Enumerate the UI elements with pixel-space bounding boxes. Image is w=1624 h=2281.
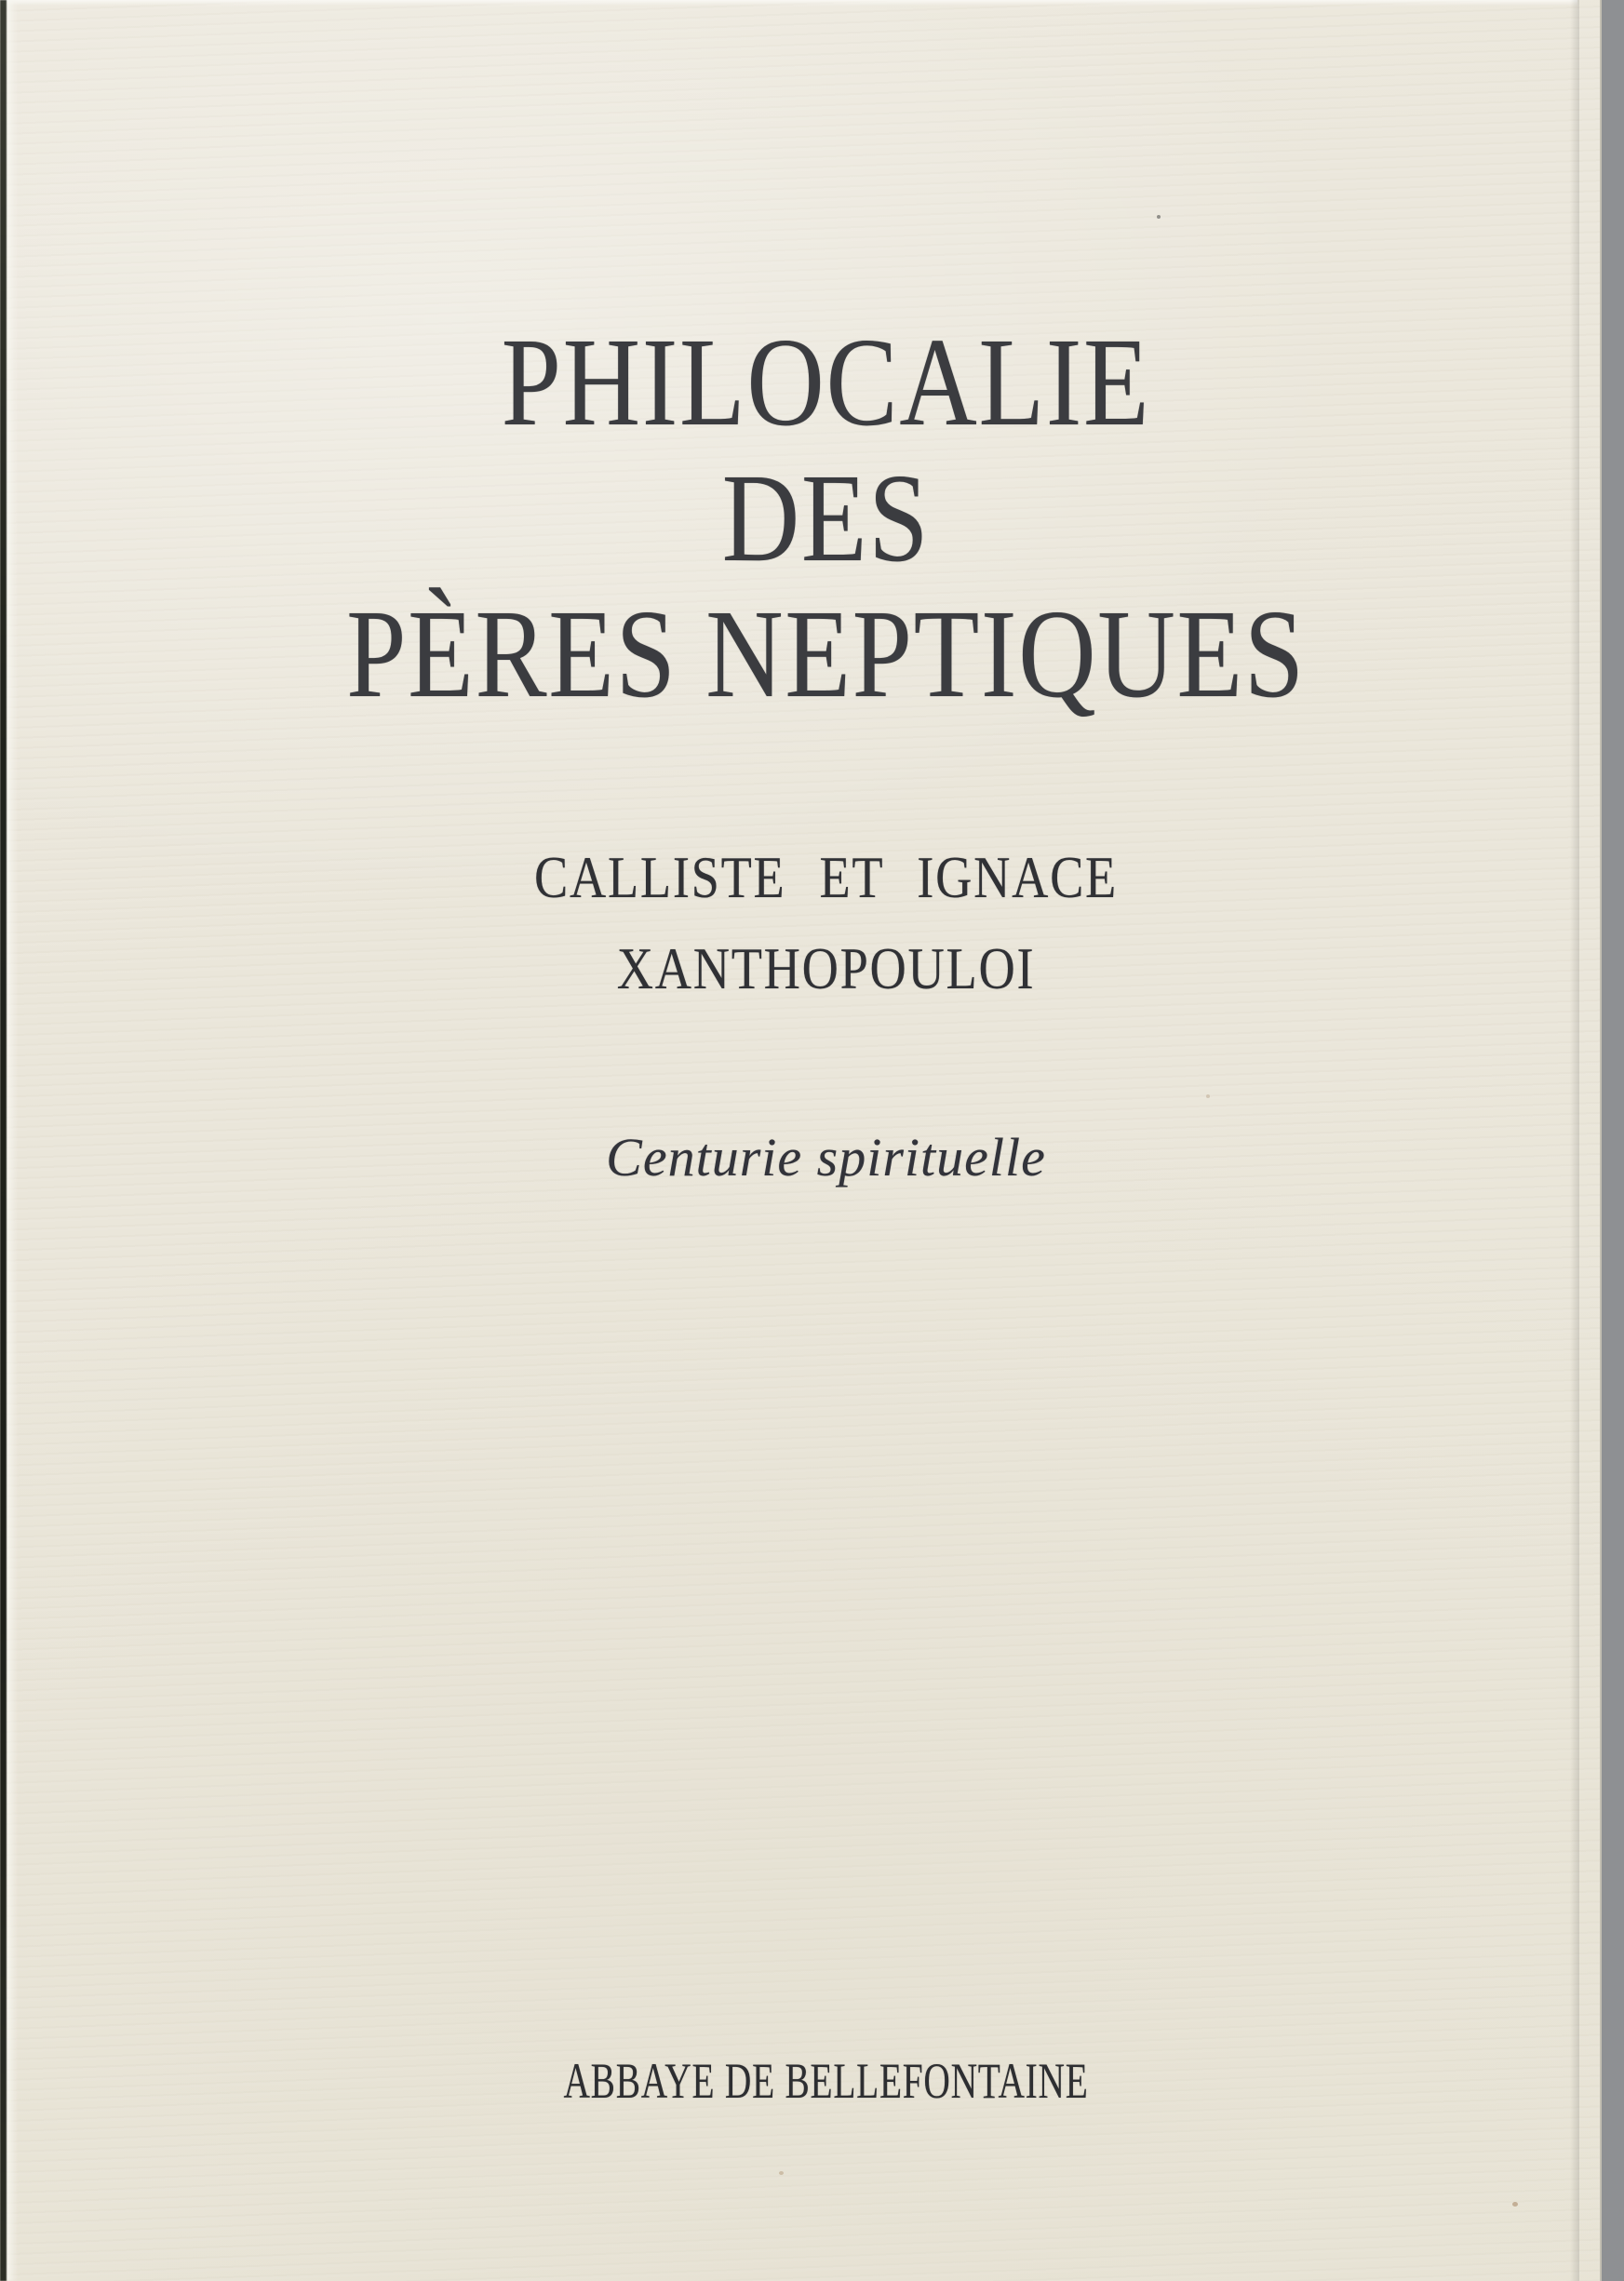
paper-speck [1206, 1094, 1210, 1098]
paper-speck [1157, 215, 1161, 219]
cover-subtitle-text: Centurie spirituelle [606, 1127, 1046, 1187]
cover-publisher [26, 2048, 1624, 2113]
cover-title [26, 315, 1624, 722]
cover-title-line-2: DES [721, 449, 931, 588]
cover-authors [26, 832, 1624, 1014]
cover-title-line-1: PHILOCALIE [501, 313, 1151, 452]
scan-left-edge-shadow [0, 0, 7, 2281]
scan-top-edge-highlight [0, 0, 1577, 6]
cover-title-line-3: PÈRES NEPTIQUES [346, 584, 1306, 724]
paper-speck [1512, 2202, 1518, 2207]
scan-left-edge-fringe [7, 0, 18, 2281]
cover-publisher-text: ABBAYE DE BELLEFONTAINE [563, 2053, 1089, 2109]
cover-authors-line-2: XANTHOPOULOI [616, 935, 1036, 1001]
cover-subtitle [26, 1125, 1624, 1190]
paper-speck [779, 2171, 784, 2175]
cover-authors-line-1: CALLISTE ET IGNACE [534, 844, 1118, 910]
